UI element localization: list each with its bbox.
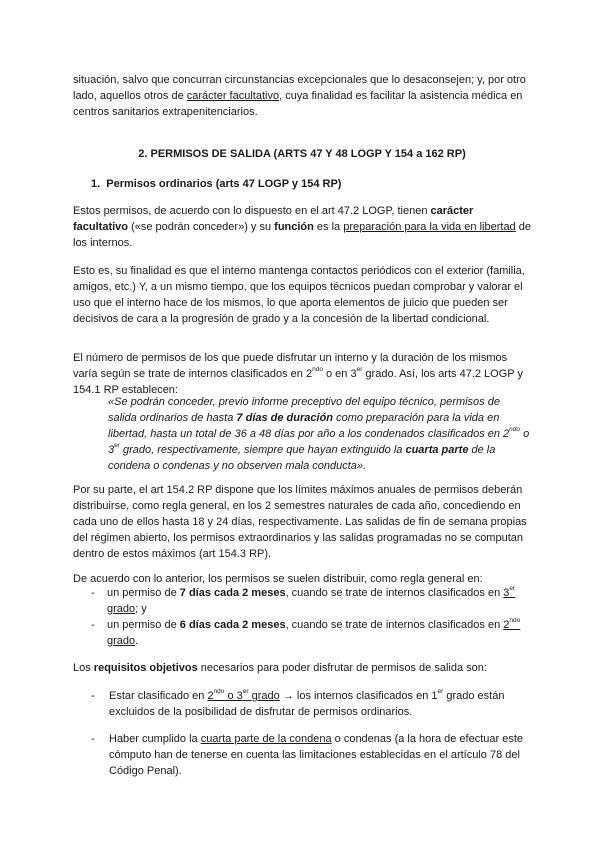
legal-quote	[108, 394, 530, 474]
req-text: Haber cumplido la	[109, 733, 201, 745]
p3-sup-1: ndo	[312, 366, 323, 374]
req-grade-2: 2	[207, 690, 214, 702]
list-item-text	[107, 585, 531, 617]
p1-text: Estos permisos, de acuerdo con lo dispuesto en el art 47.2 LOGP, tienen	[73, 205, 431, 217]
p3-text: El número de permisos de los que puede disfrutar un interno y la duración de los mismos varía según se trate de internos clasificados en 2	[73, 352, 508, 380]
dist-text-2: , cuando se trate de internos clasificados en	[285, 619, 504, 631]
p1-text-3: es la	[313, 221, 344, 233]
p1-bold-2: función	[274, 221, 314, 233]
dist-grade-number: 2	[503, 619, 510, 631]
quote-text-3: o 3	[108, 428, 530, 456]
list-dash: -	[91, 619, 95, 631]
requirement-text	[109, 731, 531, 779]
req-sup-3: er	[437, 688, 444, 696]
paragraph-5: De acuerdo con lo anterior, los permisos se suelen distribuir, como regla general en:	[73, 573, 483, 585]
dist-text-3: .	[135, 635, 139, 647]
req-underlined: cuarta parte de la condena	[200, 733, 332, 745]
p6-text: Los	[73, 662, 94, 674]
p3-text-2: o en 3	[322, 368, 357, 380]
requirement-text	[109, 688, 531, 720]
dist-text: un permiso de	[107, 587, 180, 599]
paragraph-1	[73, 203, 531, 251]
req-grade-3: o 3	[224, 690, 243, 702]
paragraph-2: Esto es, su finalidad es que el interno mantenga contactos periódicos con el exterior (familia, amigos, etc.) Y, a un mismo tiempo, que los equipos técnicos puedan comprobar y valorar el uso que el interno hace de los mismos, lo que aporta elementos de juicio que pueden ser decisivos de cara a la progresión de grado y a la concesión de la libertad condicional.	[73, 265, 525, 325]
dist-grade-word: grado	[107, 603, 136, 615]
dist-grade-sup: er	[509, 585, 516, 593]
req-sup-1: ndo	[213, 688, 225, 696]
p1-underlined: preparación para la vida en libertad	[343, 221, 516, 233]
req-text-2: → los internos clasificados en 1	[279, 690, 438, 702]
p6-bold: requisitos objetivos	[93, 662, 198, 674]
quote-bold-2: cuarta parte	[405, 444, 469, 456]
quote-text: «Se podrán conceder, previo informe preceptivo del equipo técnico, permisos de salida ordinarios de hasta	[108, 396, 500, 424]
paragraph-4: Por su parte, el art 154.2 RP dispone que los límites máximos anuales de permisos deberán distribuirse, como regla general, en los 2 semestres naturales de cada año, concediendo en cada uno de ellos hasta 18 y 24 días, respectivamente. Las salidas de fin de semana propias del régimen abierto, los permisos extraordinarios y las salidas programadas no se computan dentro de estos máximos (art 154.3 RP).	[73, 484, 527, 560]
p3-text-3: grado. Así, los arts 47.2 LOGP y 154.1 RP establecen:	[73, 368, 523, 396]
subsection-title: 1. Permisos ordinarios (arts 47 LOGP y 154 RP)	[91, 178, 342, 190]
p1-text-2: («se podrán conceder») y su	[128, 221, 275, 233]
req-text: Estar clasificado en	[109, 690, 208, 702]
list-dash: -	[91, 587, 95, 599]
paragraph-3	[73, 350, 531, 398]
intro-underlined-term: carácter facultativo	[186, 90, 280, 102]
dist-text-2: , cuando se trate de internos clasificados en	[285, 587, 504, 599]
req-text-2: o condenas (a la hora de efectuar este cómputo han de tenerse en cuenta las limitaciones establecidas en el artículo 78 del Código Penal).	[109, 733, 523, 777]
dist-grade-sup: ndo	[509, 617, 521, 625]
p6-text-2: necesarios para poder disfrutar de permisos de salida son:	[197, 662, 487, 674]
req-grades	[207, 690, 279, 702]
intro-text: situación, salvo que concurran circunstancias excepcionales que lo desaconsejen; y, por otro lado, aquellos otros de	[73, 74, 526, 102]
quote-text-4: grado, respectivamente, siempre que hayan extinguido la	[119, 444, 406, 456]
dist-text: un permiso de	[107, 619, 180, 631]
p1-bold-1: carácter facultativo	[73, 205, 474, 233]
quote-bold-1: 7 días de duración	[236, 412, 334, 424]
dist-bold: 7 días cada 2 meses	[179, 587, 286, 599]
dist-text-3: ; y	[135, 603, 147, 615]
quote-text-2: como preparación para la vida en libertad, hasta un total de 36 a 48 días por año a los condenados clasificados en 2	[108, 412, 510, 440]
p1-text-4: de los internos.	[73, 221, 531, 249]
quote-text-5: de la condena o condenas y no observen mala conducta».	[108, 444, 496, 472]
dist-grade-number: 3	[503, 587, 510, 599]
intro-paragraph	[73, 72, 531, 120]
p3-sup-2: er	[356, 366, 363, 374]
section-title: 2. PERMISOS DE SALIDA (ARTS 47 Y 48 LOGP Y 154 a 162 RP)	[138, 148, 466, 160]
req-text-3: grado están excluidos de la posibilidad de disfrutar de permisos ordinarios.	[109, 690, 505, 718]
paragraph-6	[73, 660, 531, 676]
list-item	[91, 617, 531, 649]
quote-sup-2: er	[114, 442, 120, 450]
requirement-item	[91, 731, 531, 779]
intro-text-end: , cuya finalidad es facilitar la asistencia médica en centros sanitarios extrapenitenciarios.	[73, 90, 523, 118]
quote-sup-1: ndo	[509, 426, 521, 434]
dist-bold: 6 días cada 2 meses	[179, 619, 286, 631]
list-dash: -	[91, 733, 95, 745]
req-sup-2: er	[242, 688, 249, 696]
list-item	[91, 585, 531, 617]
list-dash: -	[91, 690, 95, 702]
list-item-text	[107, 617, 531, 649]
dist-grade-word: grado	[107, 635, 136, 647]
req-grade-word: grado	[248, 690, 280, 702]
requirement-item	[91, 688, 531, 720]
